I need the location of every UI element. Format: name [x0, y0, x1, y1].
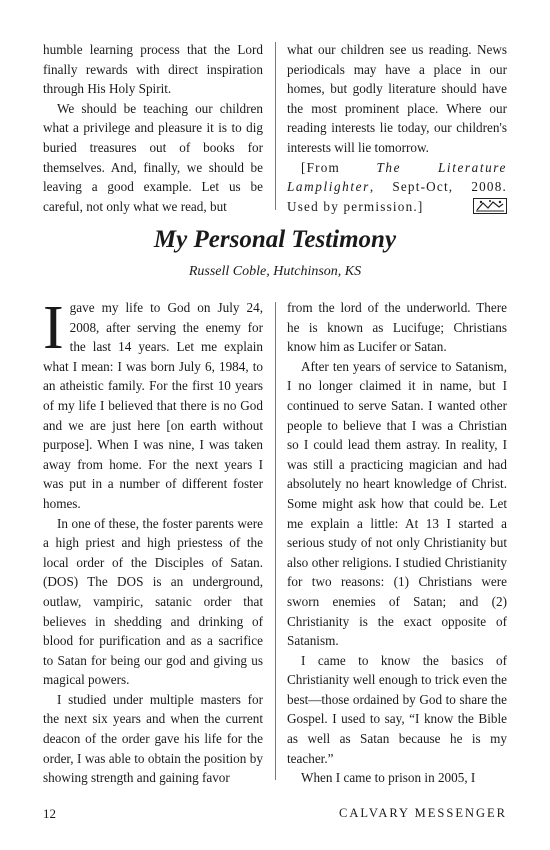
column-divider [275, 42, 276, 210]
paragraph: When I came to prison in 2005, I [301, 770, 476, 786]
paragraph-text: gave my life to God on July 24, 2008, after serving the enemy for the last 14 years. Let me explain what I mean: I was born July 6, 1984, to an atheistic family. For the first 10 years of my life I believed that there is no God and we are just here [on earth without purpose]. When I was nine, I was taken away from home. For the next years I was put in a number of different foster homes. [43, 300, 263, 511]
magazine-name: CALVARY MESSENGER [339, 806, 507, 820]
paragraph: I studied under multiple masters for the next six years and when the current deacon of the order gave his life for the order, I was able to obtain the position by showing strength and gaining favor [43, 691, 263, 786]
end-ornament-icon [473, 198, 507, 214]
paragraph [43, 294, 263, 514]
paragraph: I came to know the basics of Christianity well enough to trick even the best—those ordained by God to share the Gospel. I used to say, “I know the Bible as well as Satan because he is my teacher.” [287, 652, 507, 766]
column-divider [275, 302, 276, 780]
paragraph: In one of these, the foster parents were a high priest and high priestess of the local order of the Disciples of Satan. (DOS) The DOS is an underground, outlaw, vampiric, satanic order that believes in shedding and drinking of blood for purification and as a sacrifice to Satan for being our god and giving us magical powers. [43, 515, 263, 688]
paragraph: After ten years of service to Satanism, I no longer claimed it in name, but I continued to serve Satan. I wanted other people to believe that I was a Christian so I could lead them astray. In reality, I was still a practicing magician and had absolutely no heart knowledge of Christ. Some might ask how that could be. Let me explain a little: At 13 I started a serious study of not only Christianity but also other religions. I studied Christianity for two reasons: (1) Christians were sworn enemies of Satan; and (2) Christianity is the exact opposite of Satanism. [287, 358, 507, 649]
page-number: 12 [43, 806, 56, 821]
paragraph: from the lord of the underworld. There he is known as Lucifuge; Christians know him as Lucifer or Satan. [287, 300, 507, 355]
article-left-column [43, 294, 263, 788]
top-right-column [287, 40, 507, 216]
top-left-column [43, 40, 263, 216]
citation-prefix: [From [301, 159, 377, 175]
article-title: My Personal Testimony [153, 226, 397, 253]
citation-suffix: , Sept-Oct, 2008. Used by permission.] [287, 179, 507, 214]
paragraph: humble learning process that the Lord finally rewards with direct inspiration through His Holy Spirit. [43, 42, 263, 97]
drop-cap: I [43, 294, 64, 362]
article-right-column [287, 298, 507, 788]
article-byline: Russell Coble, Hutchinson, KS [188, 264, 362, 279]
paragraph: what our children see us reading. News periodicals may have a place in our homes, but godly literature should have the most prominent place. Where our reading interests lie today, our children's interests will lie tomorrow. [287, 42, 507, 155]
citation-source: The Literature Lamplighter [287, 159, 507, 195]
paragraph: We should be teaching our children what a privilege and pleasure it is to dig buried treasures out of books for themselves. And, finally, we should be leaving a good example. Let us be careful, not only what we read, but [43, 100, 263, 214]
